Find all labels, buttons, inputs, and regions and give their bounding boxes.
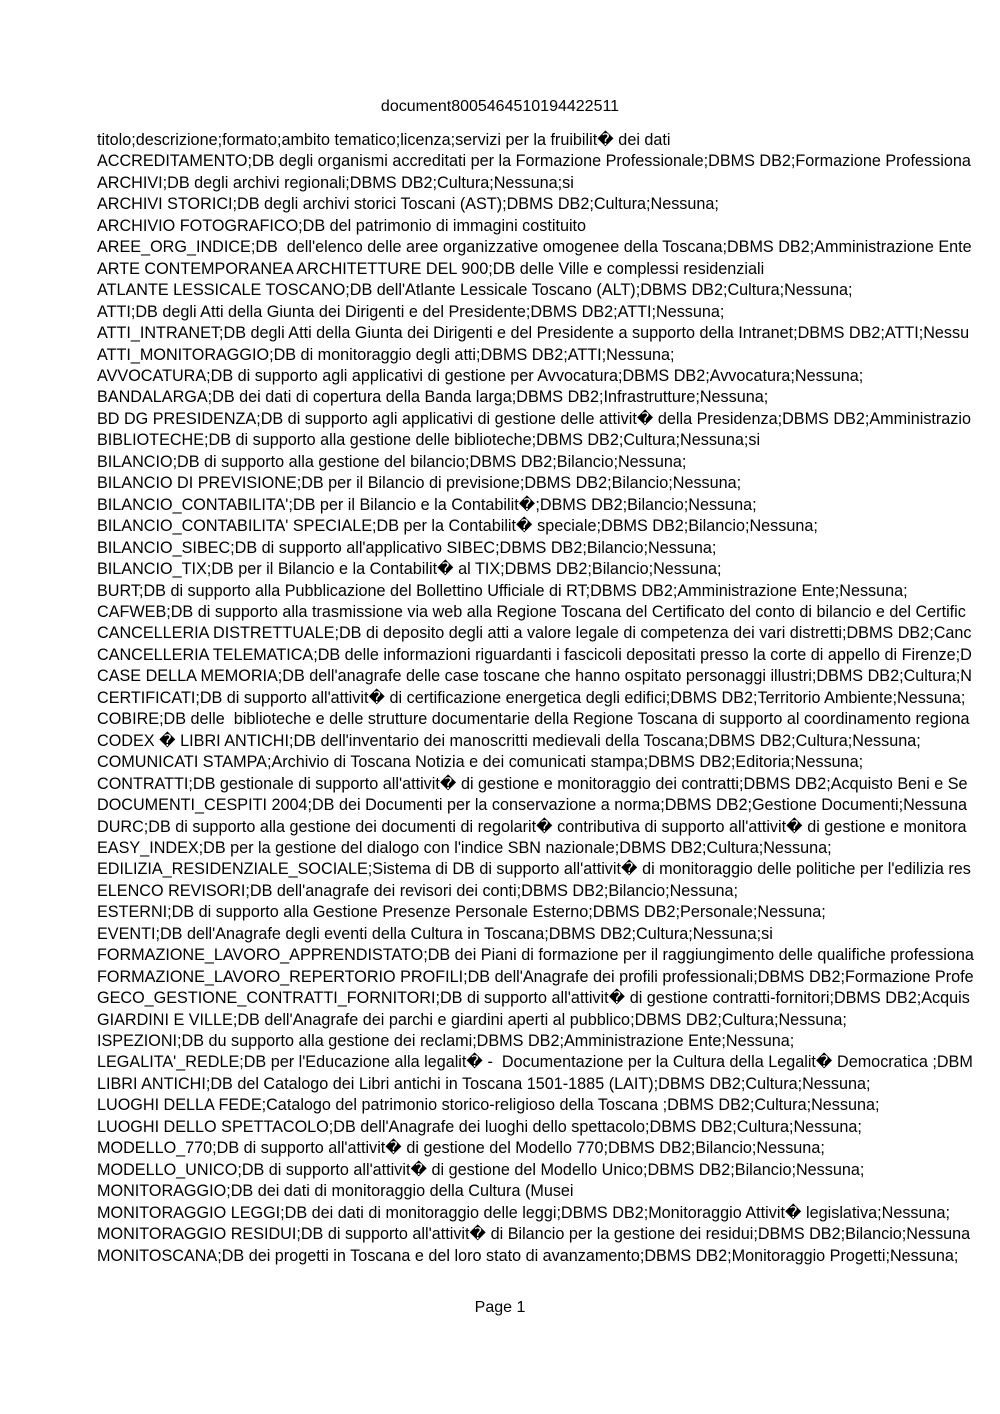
text-line: ELENCO REVISORI;DB dell'anagrafe dei revisori dei conti;DBMS DB2;Bilancio;Nessuna; — [97, 881, 738, 900]
page-number: Page 1 — [474, 1299, 526, 1316]
text-line: LEGALITA'_REDLE;DB per l'Educazione alla legalit� - Documentazione per la Cultura della Legalit� Democratica ;DBM — [97, 1053, 973, 1072]
text-line: DOCUMENTI_CESPITI 2004;DB dei Documenti per la conservazione a norma;DBMS DB2;Gestione Documenti;Nessuna — [97, 796, 967, 815]
text-line: BILANCIO DI PREVISIONE;DB per il Bilancio di previsione;DBMS DB2;Bilancio;Nessuna; — [97, 474, 742, 493]
text-line: COBIRE;DB delle biblioteche e delle strutture documentarie della Regione Toscana di supporto al coordinamento regiona — [97, 710, 970, 729]
text-line: MONITORAGGIO RESIDUI;DB di supporto all'attivit� di Bilancio per la gestione dei residui;DBMS DB2;Bilancio;Nessuna — [97, 1225, 971, 1244]
text-line: EVENTI;DB dell'Anagrafe degli eventi della Cultura in Toscana;DBMS DB2;Cultura;Nessuna;si — [97, 924, 773, 943]
text-line: ISPEZIONI;DB du supporto alla gestione dei reclami;DBMS DB2;Amministrazione Ente;Nessuna; — [97, 1032, 795, 1051]
text-line: ATLANTE LESSICALE TOSCANO;DB dell'Atlante Lessicale Toscano (ALT);DBMS DB2;Cultura;Nessuna; — [97, 281, 853, 300]
text-line: ESTERNI;DB di supporto alla Gestione Presenze Personale Esterno;DBMS DB2;Personale;Nessuna; — [97, 903, 826, 922]
text-line: BILANCIO;DB di supporto alla gestione del bilancio;DBMS DB2;Bilancio;Nessuna; — [97, 452, 687, 471]
text-line: BILANCIO_SIBEC;DB di supporto all'applicativo SIBEC;DBMS DB2;Bilancio;Nessuna; — [97, 538, 717, 557]
text-line: EASY_INDEX;DB per la gestione del dialogo con l'indice SBN nazionale;DBMS DB2;Cultura;Nessuna; — [97, 838, 832, 857]
text-line: ATTI_MONITORAGGIO;DB di monitoraggio degli atti;DBMS DB2;ATTI;Nessuna; — [97, 345, 675, 364]
text-line: ARTE CONTEMPORANEA ARCHITETTURE DEL 900;DB delle Ville e complessi residenziali — [97, 259, 765, 278]
text-line: AREE_ORG_INDICE;DB dell'elenco delle aree organizzative omogenee della Toscana;DBMS DB2;Amministrazione Ente — [97, 238, 972, 257]
text-line: LUOGHI DELLA FEDE;Catalogo del patrimonio storico-religioso della Toscana ;DBMS DB2;Cultura;Nessuna; — [97, 1096, 880, 1115]
text-line: MODELLO_UNICO;DB di supporto all'attivit� di gestione del Modello Unico;DBMS DB2;Bilancio;Nessuna; — [97, 1160, 865, 1179]
text-line: DURC;DB di supporto alla gestione dei documenti di regolarit� contributiva di supporto all'attivit� di gestione e monitora — [97, 817, 967, 836]
document-body — [97, 130, 1000, 1267]
text-line: ARCHIVI;DB degli archivi regionali;DBMS DB2;Cultura;Nessuna;si — [97, 173, 574, 192]
text-line: FORMAZIONE_LAVORO_REPERTORIO PROFILI;DB dell'Anagrafe dei profili professionali;DBMS DB2;Formazione Profe — [97, 967, 974, 986]
text-line: CONTRATTI;DB gestionale di supporto all'attivit� di gestione e monitoraggio dei contratti;DBMS DB2;Acquisto Beni e Se — [97, 774, 968, 793]
text-line: MODELLO_770;DB di supporto all'attivit� di gestione del Modello 770;DBMS DB2;Bilancio;Nessuna; — [97, 1139, 825, 1158]
text-line: CERTIFICATI;DB di supporto all'attivit� di certificazione energetica degli edifici;DBMS DB2;Territorio Ambiente;Nessuna; — [97, 688, 966, 707]
text-line: AVVOCATURA;DB di supporto agli applicativi di gestione per Avvocatura;DBMS DB2;Avvocatura;Nessuna; — [97, 366, 864, 385]
text-line: LUOGHI DELLO SPETTACOLO;DB dell'Anagrafe dei luoghi dello spettacolo;DBMS DB2;Cultura;Nessuna; — [97, 1117, 862, 1136]
text-line: CANCELLERIA DISTRETTUALE;DB di deposito degli atti a valore legale di competenza dei vari distretti;DBMS DB2;Canc — [97, 624, 972, 643]
text-line: LIBRI ANTICHI;DB del Catalogo dei Libri antichi in Toscana 1501-1885 (LAIT);DBMS DB2;Cultura;Nessuna; — [97, 1074, 871, 1093]
text-line: COMUNICATI STAMPA;Archivio di Toscana Notizia e dei comunicati stampa;DBMS DB2;Editoria;Nessuna; — [97, 753, 864, 772]
text-line: ARCHIVI STORICI;DB degli archivi storici Toscani (AST);DBMS DB2;Cultura;Nessuna; — [97, 195, 719, 214]
text-line: BURT;DB di supporto alla Pubblicazione del Bollettino Ufficiale di RT;DBMS DB2;Amministrazione Ente;Nessuna; — [97, 581, 908, 600]
text-line: ACCREDITAMENTO;DB degli organismi accreditati per la Formazione Professionale;DBMS DB2;Formazione Professiona — [97, 152, 971, 171]
text-line: titolo;descrizione;formato;ambito tematico;licenza;servizi per la fruibilit� dei dati — [97, 131, 671, 149]
text-line: BILANCIO_CONTABILITA' SPECIALE;DB per la Contabilit� speciale;DBMS DB2;Bilancio;Nessuna; — [97, 517, 818, 536]
text-line: CANCELLERIA TELEMATICA;DB delle informazioni riguardanti i fascicoli depositati presso la corte di appello di Firenze;D — [97, 645, 972, 664]
document-title: document8005464510194422511 — [380, 98, 620, 115]
text-line: CAFWEB;DB di supporto alla trasmissione via web alla Regione Toscana del Certificato del conto di bilancio e del Certific — [97, 602, 966, 621]
text-line: ARCHIVIO FOTOGRAFICO;DB del patrimonio di immagini costituito — [97, 216, 587, 235]
text-line: BANDALARGA;DB dei dati di copertura della Banda larga;DBMS DB2;Infrastrutture;Nessuna; — [97, 388, 769, 407]
text-line: MONITORAGGIO;DB dei dati di monitoraggio della Cultura (Musei — [97, 1182, 574, 1201]
text-line: BILANCIO_CONTABILITA';DB per il Bilancio e la Contabilit�;DBMS DB2;Bilancio;Nessuna; — [97, 495, 757, 514]
text-line: GIARDINI E VILLE;DB dell'Anagrafe dei parchi e giardini aperti al pubblico;DBMS DB2;Cultura;Nessuna; — [97, 1010, 847, 1029]
text-line: BD DG PRESIDENZA;DB di supporto agli applicativi di gestione delle attivit� della Presidenza;DBMS DB2;Amministrazio — [97, 409, 971, 428]
text-line: CASE DELLA MEMORIA;DB dell'anagrafe delle case toscane che hanno ospitato personaggi illustri;DBMS DB2;Cultura;N — [97, 667, 972, 686]
text-line: BIBLIOTECHE;DB di supporto alla gestione delle biblioteche;DBMS DB2;Cultura;Nessuna;si — [97, 431, 761, 450]
text-line: CODEX � LIBRI ANTICHI;DB dell'inventario dei manoscritti medievali della Toscana;DBMS DB2;Cultura;Nessuna; — [97, 731, 921, 750]
text-line: BILANCIO_TIX;DB per il Bilancio e la Contabilit� al TIX;DBMS DB2;Bilancio;Nessuna; — [97, 560, 722, 579]
text-line: MONITOSCANA;DB dei progetti in Toscana e del loro stato di avanzamento;DBMS DB2;Monitoraggio Progetti;Nessuna; — [97, 1246, 959, 1265]
text-line: EDILIZIA_RESIDENZIALE_SOCIALE;Sistema di DB di supporto all'attivit� di monitoraggio delle politiche per l'edilizia res — [97, 860, 971, 879]
text-line: MONITORAGGIO LEGGI;DB dei dati di monitoraggio delle leggi;DBMS DB2;Monitoraggio Attivit� legislativa;Nessuna; — [97, 1203, 951, 1222]
text-line: ATTI_INTRANET;DB degli Atti della Giunta dei Dirigenti e del Presidente a supporto della Intranet;DBMS DB2;ATTI;Nessu — [97, 324, 970, 343]
text-line: GECO_GESTIONE_CONTRATTI_FORNITORI;DB di supporto all'attivit� di gestione contratti-fornitori;DBMS DB2;Acquis — [97, 989, 970, 1008]
text-line: FORMAZIONE_LAVORO_APPRENDISTATO;DB dei Piani di formazione per il raggiungimento delle qualifiche professiona — [97, 946, 974, 965]
text-line: ATTI;DB degli Atti della Giunta dei Dirigenti e del Presidente;DBMS DB2;ATTI;Nessuna; — [97, 302, 725, 321]
